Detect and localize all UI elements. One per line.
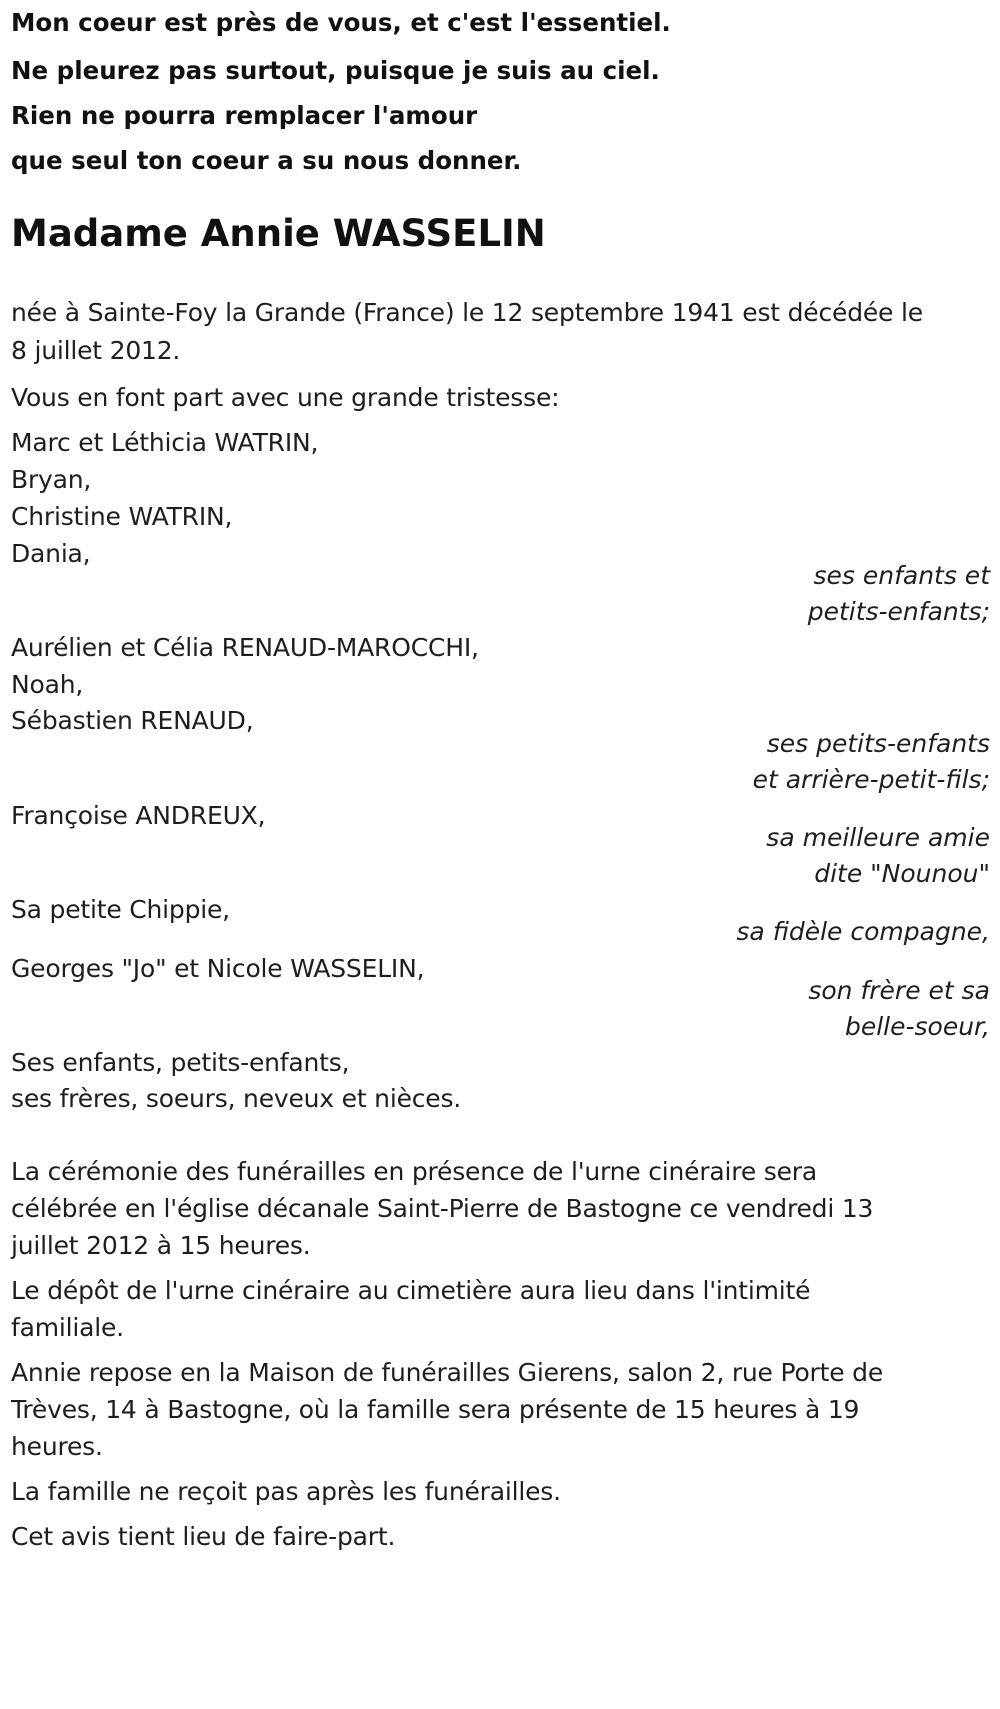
family-member: Sa petite Chippie, — [11, 895, 230, 924]
ceremony-text: célébrée en l'église décanale Saint-Pierre de Bastogne ce vendredi 13 — [11, 1194, 874, 1223]
repose-text: Annie repose en la Maison de funérailles Gierens, salon 2, rue Porte de — [11, 1358, 884, 1387]
family-relation: sa meilleure amie — [766, 823, 990, 852]
deceased-name: Madame Annie WASSELIN — [11, 212, 546, 255]
repose-text: heures. — [11, 1432, 103, 1461]
birth-death-text: née à Sainte-Foy la Grande (France) le 12 septembre 1941 est décédée le — [11, 298, 923, 327]
ceremony-text: La cérémonie des funérailles en présence de l'urne cinéraire sera — [11, 1157, 817, 1186]
family-relation: son frère et sa — [808, 976, 990, 1005]
family-relation: ses petits-enfants — [766, 729, 990, 758]
family-member: Noah, — [11, 670, 84, 699]
poem-line: Ne pleurez pas surtout, puisque je suis au ciel. — [11, 56, 660, 85]
family-member: Georges "Jo" et Nicole WASSELIN, — [11, 954, 425, 983]
family-member: Christine WATRIN, — [11, 502, 233, 531]
family-others: ses frères, soeurs, neveux et nièces. — [11, 1084, 462, 1113]
family-relation: ses enfants et — [813, 561, 990, 590]
repose-text: Trèves, 14 à Bastogne, où la famille sera présente de 15 heures à 19 — [11, 1395, 860, 1424]
poem-line: que seul ton coeur a su nous donner. — [11, 146, 522, 175]
announcement-text: Vous en font part avec une grande tristesse: — [11, 383, 560, 412]
family-relation: sa fidèle compagne, — [736, 917, 990, 946]
family-member: Dania, — [11, 539, 91, 568]
poem-line: Mon coeur est près de vous, et c'est l'essentiel. — [11, 8, 671, 37]
family-member: Marc et Léthicia WATRIN, — [11, 428, 319, 457]
family-relation: belle-soeur, — [844, 1012, 990, 1041]
notice-text: Cet avis tient lieu de faire-part. — [11, 1522, 396, 1551]
family-relation: dite "Nounou" — [814, 859, 990, 888]
urn-deposit-text: familiale. — [11, 1313, 124, 1342]
family-others: Ses enfants, petits-enfants, — [11, 1048, 350, 1077]
poem-line: Rien ne pourra remplacer l'amour — [11, 101, 478, 130]
birth-death-text: 8 juillet 2012. — [11, 336, 181, 365]
family-member: Bryan, — [11, 465, 92, 494]
family-member: Sébastien RENAUD, — [11, 706, 254, 735]
ceremony-text: juillet 2012 à 15 heures. — [11, 1231, 311, 1260]
family-relation: et arrière-petit-fils; — [752, 765, 990, 794]
no-reception-text: La famille ne reçoit pas après les funérailles. — [11, 1477, 561, 1506]
family-member: Françoise ANDREUX, — [11, 801, 266, 830]
family-relation: petits-enfants; — [807, 597, 990, 626]
urn-deposit-text: Le dépôt de l'urne cinéraire au cimetière aura lieu dans l'intimité — [11, 1276, 811, 1305]
family-member: Aurélien et Célia RENAUD-MAROCCHI, — [11, 633, 479, 662]
